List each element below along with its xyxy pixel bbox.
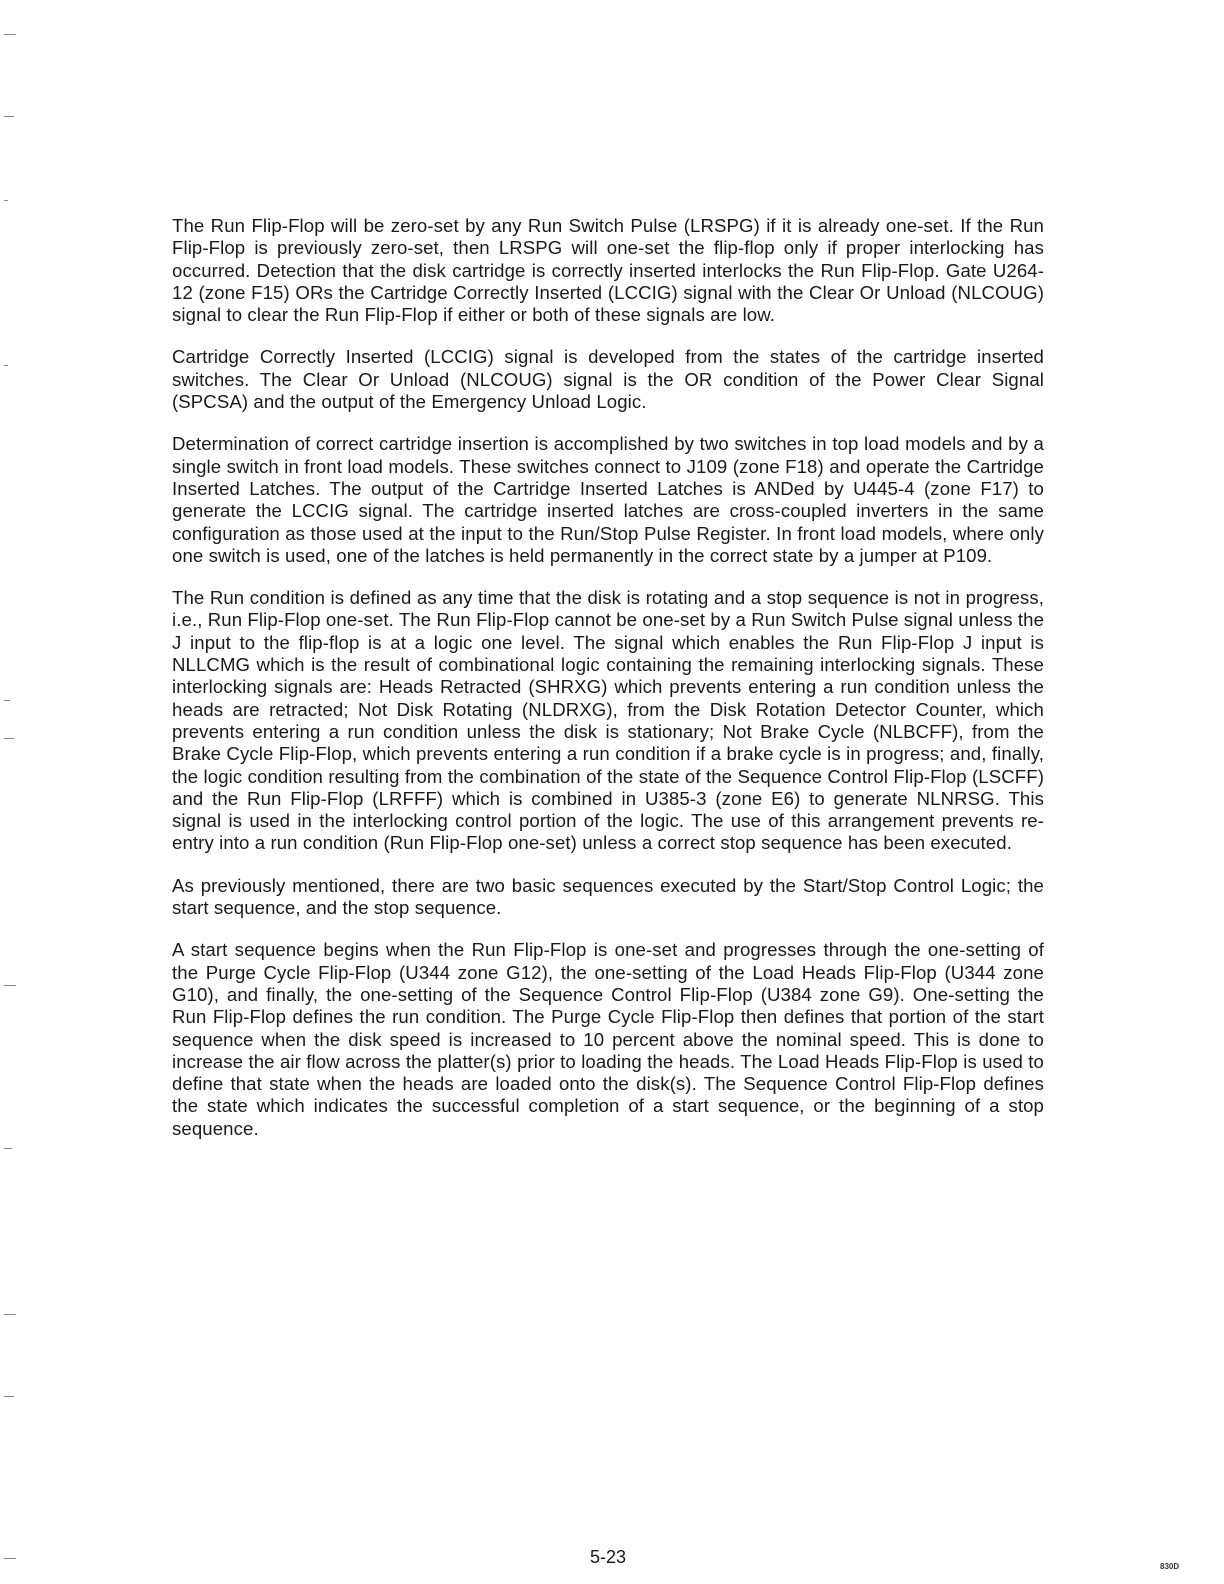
scan-mark <box>4 1396 14 1397</box>
scan-mark <box>4 738 14 739</box>
paragraph-start-sequence: A start sequence begins when the Run Flip-Flop is one-set and progresses through the one-setting of the Purge Cycle Flip-Flop (U344 zone G12), the one-setting of the Load Heads Flip-Flop (U344 zone G10), and finally, the one-setting of the Sequence Control Flip-Flop (U384 zone G9). One-setting the Run Flip-Flop defines the run condition. The Purge Cycle Flip-Flop then defines that portion of the start sequence when the disk speed is increased to 10 percent above the nominal speed. This is done to increase the air flow across the platter(s) prior to loading the heads. The Load Heads Flip-Flop is used to define that state when the heads are loaded onto the disk(s). The Sequence Control Flip-Flop defines the state which indicates the successful completion of a start sequence, or the beginning of a stop sequence. <box>172 939 1044 1139</box>
paragraph-cartridge-correctly-inserted: Cartridge Correctly Inserted (LCCIG) signal is developed from the states of the cartridge inserted switches. The Clear Or Unload (NLCOUG) signal is the OR condition of the Power Clear Signal (SPCSA) and the output of the Emergency Unload Logic. <box>172 346 1044 413</box>
scan-mark <box>4 1558 16 1559</box>
scan-mark <box>4 1314 16 1315</box>
scan-mark <box>4 700 10 701</box>
document-body <box>172 215 1044 1160</box>
scan-mark <box>4 200 8 201</box>
scan-mark <box>4 116 14 117</box>
document-code: 830D <box>1160 1562 1180 1571</box>
scan-mark <box>4 985 16 986</box>
scan-mark <box>4 365 8 366</box>
paragraph-run-condition: The Run condition is defined as any time that the disk is rotating and a stop sequence is not in progress, i.e., Run Flip-Flop one-set. The Run Flip-Flop cannot be one-set by a Run Switch Pulse signal unless the J input to the flip-flop is at a logic one level. The signal which enables the Run Flip-Flop J input is NLLCMG which is the result of combinational logic containing the remaining interlocking signals. These interlocking signals are: Heads Retracted (SHRXG) which prevents entering a run condition unless the heads are retracted; Not Disk Rotating (NLDRXG), from the Disk Rotation Detector Counter, which prevents entering a run condition unless the disk is stationary; Not Brake Cycle (NLBCFF), from the Brake Cycle Flip-Flop, which prevents entering a run condition if a brake cycle is in progress; and, finally, the logic condition resulting from the combination of the state of the Sequence Control Flip-Flop (LSCFF) and the Run Flip-Flop (LRFFF) which is combined in U385-3 (zone E6) to generate NLNRSG. This signal is used in the interlocking control portion of the logic. The use of this arrangement prevents re-entry into a run condition (Run Flip-Flop one-set) unless a correct stop sequence has been executed. <box>172 587 1045 854</box>
scan-mark <box>4 1148 12 1149</box>
paragraph-basic-sequences: As previously mentioned, there are two basic sequences executed by the Start/Stop Control Logic; the start sequence, and the stop sequence. <box>172 874 1044 919</box>
paragraph-run-flip-flop-zero-set: The Run Flip-Flop will be zero-set by any Run Switch Pulse (LRSPG) if it is already one-set. If the Run Flip-Flop is previously zero-set, then LRSPG will one-set the flip-flop only if proper interlocking has occurred. Detection that the disk cartridge is correctly inserted interlocks the Run Flip-Flop. Gate U264-12 (zone F15) ORs the Cartridge Correctly Inserted (LCCIG) signal with the Clear Or Unload (NLCOUG) signal to clear the Run Flip-Flop if either or both of these signals are low. <box>172 215 1044 326</box>
paragraph-cartridge-insertion-detection: Determination of correct cartridge insertion is accomplished by two switches in top load models and by a single switch in front load models. These switches connect to J109 (zone F18) and operate the Cartridge Inserted Latches. The output of the Cartridge Inserted Latches is ANDed by U445-4 (zone F17) to generate the LCCIG signal. The cartridge inserted latches are cross-coupled inverters in the same configuration as those used at the input to the Run/Stop Pulse Register. In front load models, where only one switch is used, one of the latches is held permanently in the correct state by a jumper at P109. <box>172 433 1044 566</box>
margin-scan-marks <box>4 0 24 1584</box>
page-number: 5-23 <box>590 1547 627 1567</box>
scan-mark <box>4 34 16 35</box>
